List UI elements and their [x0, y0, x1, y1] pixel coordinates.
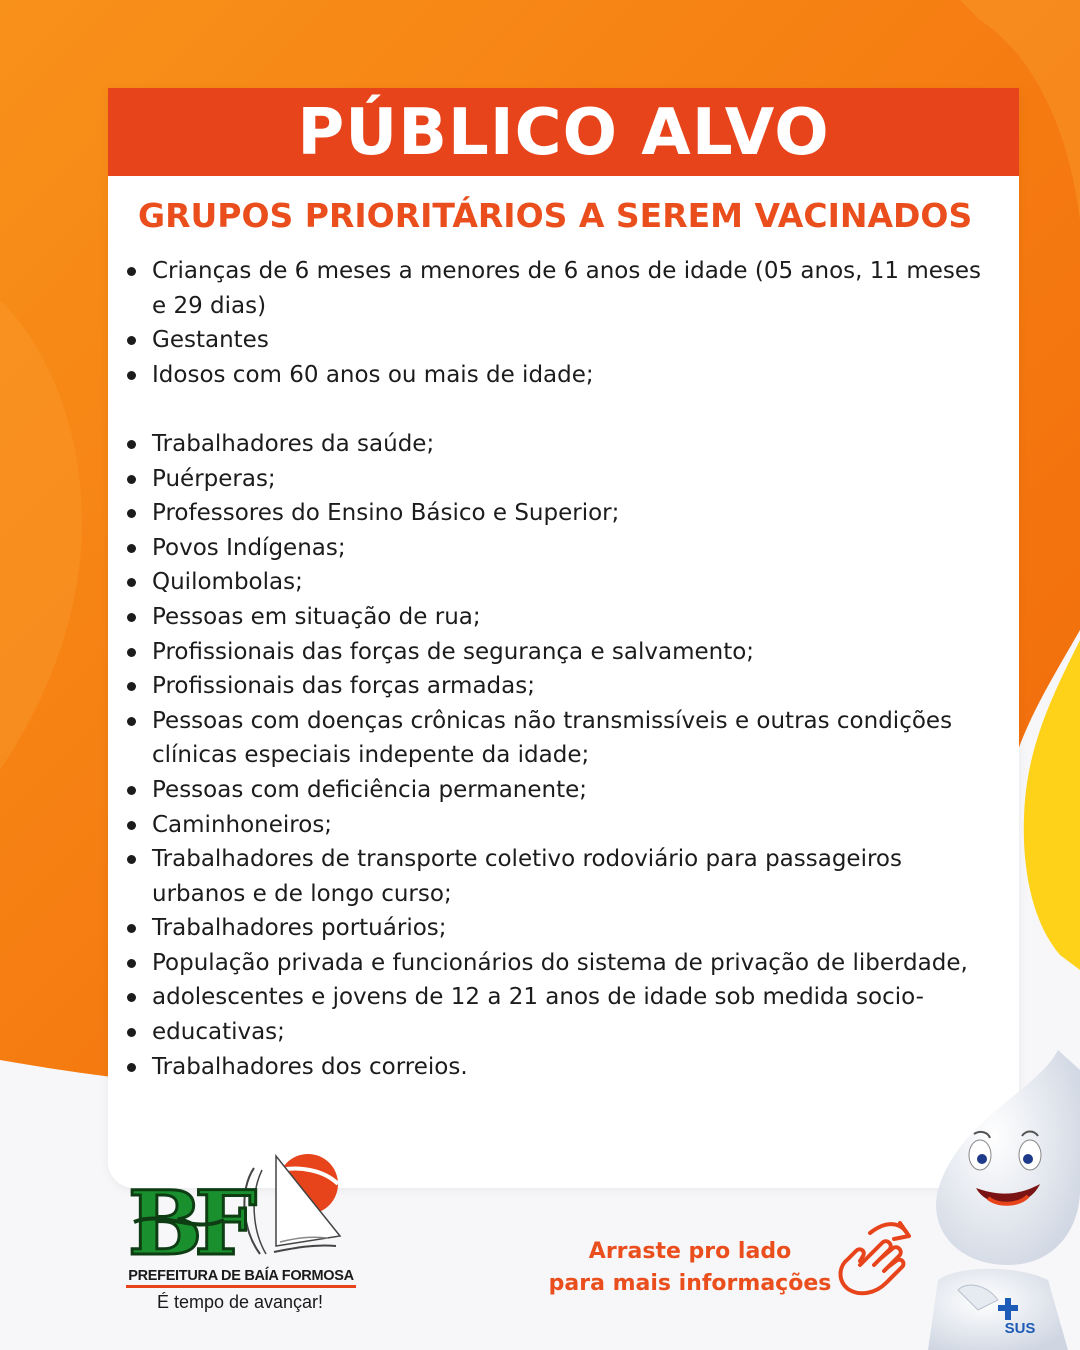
ze-gotinha-mascot: [918, 1050, 1080, 1350]
list-item: Professores do Ensino Básico e Superior;: [152, 496, 982, 531]
list-item: Puérperas;: [152, 462, 982, 497]
priority-groups-list: [152, 254, 982, 1084]
list-item: Pessoas com deficiência permanente;: [152, 773, 982, 808]
list-item: Caminhoneiros;: [152, 808, 982, 843]
list-item: Quilombolas;: [152, 565, 982, 600]
bf-logo-icon: [124, 1150, 356, 1268]
logo-slogan: É tempo de avançar!: [156, 1292, 324, 1312]
list-item: Pessoas com doenças crônicas não transmissíveis e outras condições clínicas especiais indepente da idade;: [152, 704, 982, 773]
list-item: Idosos com 60 anos ou mais de idade;: [152, 358, 982, 393]
page-title: PÚBLICO ALVO: [297, 96, 830, 170]
swipe-hint: [540, 1236, 840, 1300]
bf-logo-letters: BF: [128, 1171, 249, 1268]
list-item: Crianças de 6 meses a menores de 6 anos de idade (05 anos, 11 meses e 29 dias): [152, 254, 982, 323]
section-subtitle: GRUPOS PRIORITÁRIOS A SEREM VACINADOS: [138, 196, 973, 235]
list-item: Trabalhadores da saúde;: [152, 427, 982, 462]
list-item: Trabalhadores de transporte coletivo rodoviário para passageiros urbanos e de longo curso;: [152, 842, 982, 911]
list-item: Trabalhadores dos correios.: [152, 1050, 982, 1085]
title-banner: [108, 88, 1019, 176]
list-item: adolescentes e jovens de 12 a 21 anos de idade sob medida socio-: [152, 980, 982, 1015]
list-item: População privada e funcionários do sistema de privação de liberdade,: [152, 946, 982, 981]
swipe-hand-icon: [830, 1215, 914, 1305]
list-item: Povos Indígenas;: [152, 531, 982, 566]
list-item: Gestantes: [152, 323, 982, 358]
list-item: Trabalhadores portuários;: [152, 911, 982, 946]
list-item: Pessoas em situação de rua;: [152, 600, 982, 635]
list-item: educativas;: [152, 1015, 982, 1050]
logo-name: PREFEITURA DE BAÍA FORMOSA: [126, 1268, 356, 1288]
prefeitura-logo: [124, 1150, 356, 1320]
swipe-hint-line2: para mais informações: [548, 1271, 832, 1296]
swipe-hint-line1: Arraste pro lado: [588, 1239, 792, 1264]
list-item: Profissionais das forças de segurança e salvamento;: [152, 635, 982, 670]
list-item: Profissionais das forças armadas;: [152, 669, 982, 704]
sus-badge: SUS: [1004, 1320, 1036, 1337]
